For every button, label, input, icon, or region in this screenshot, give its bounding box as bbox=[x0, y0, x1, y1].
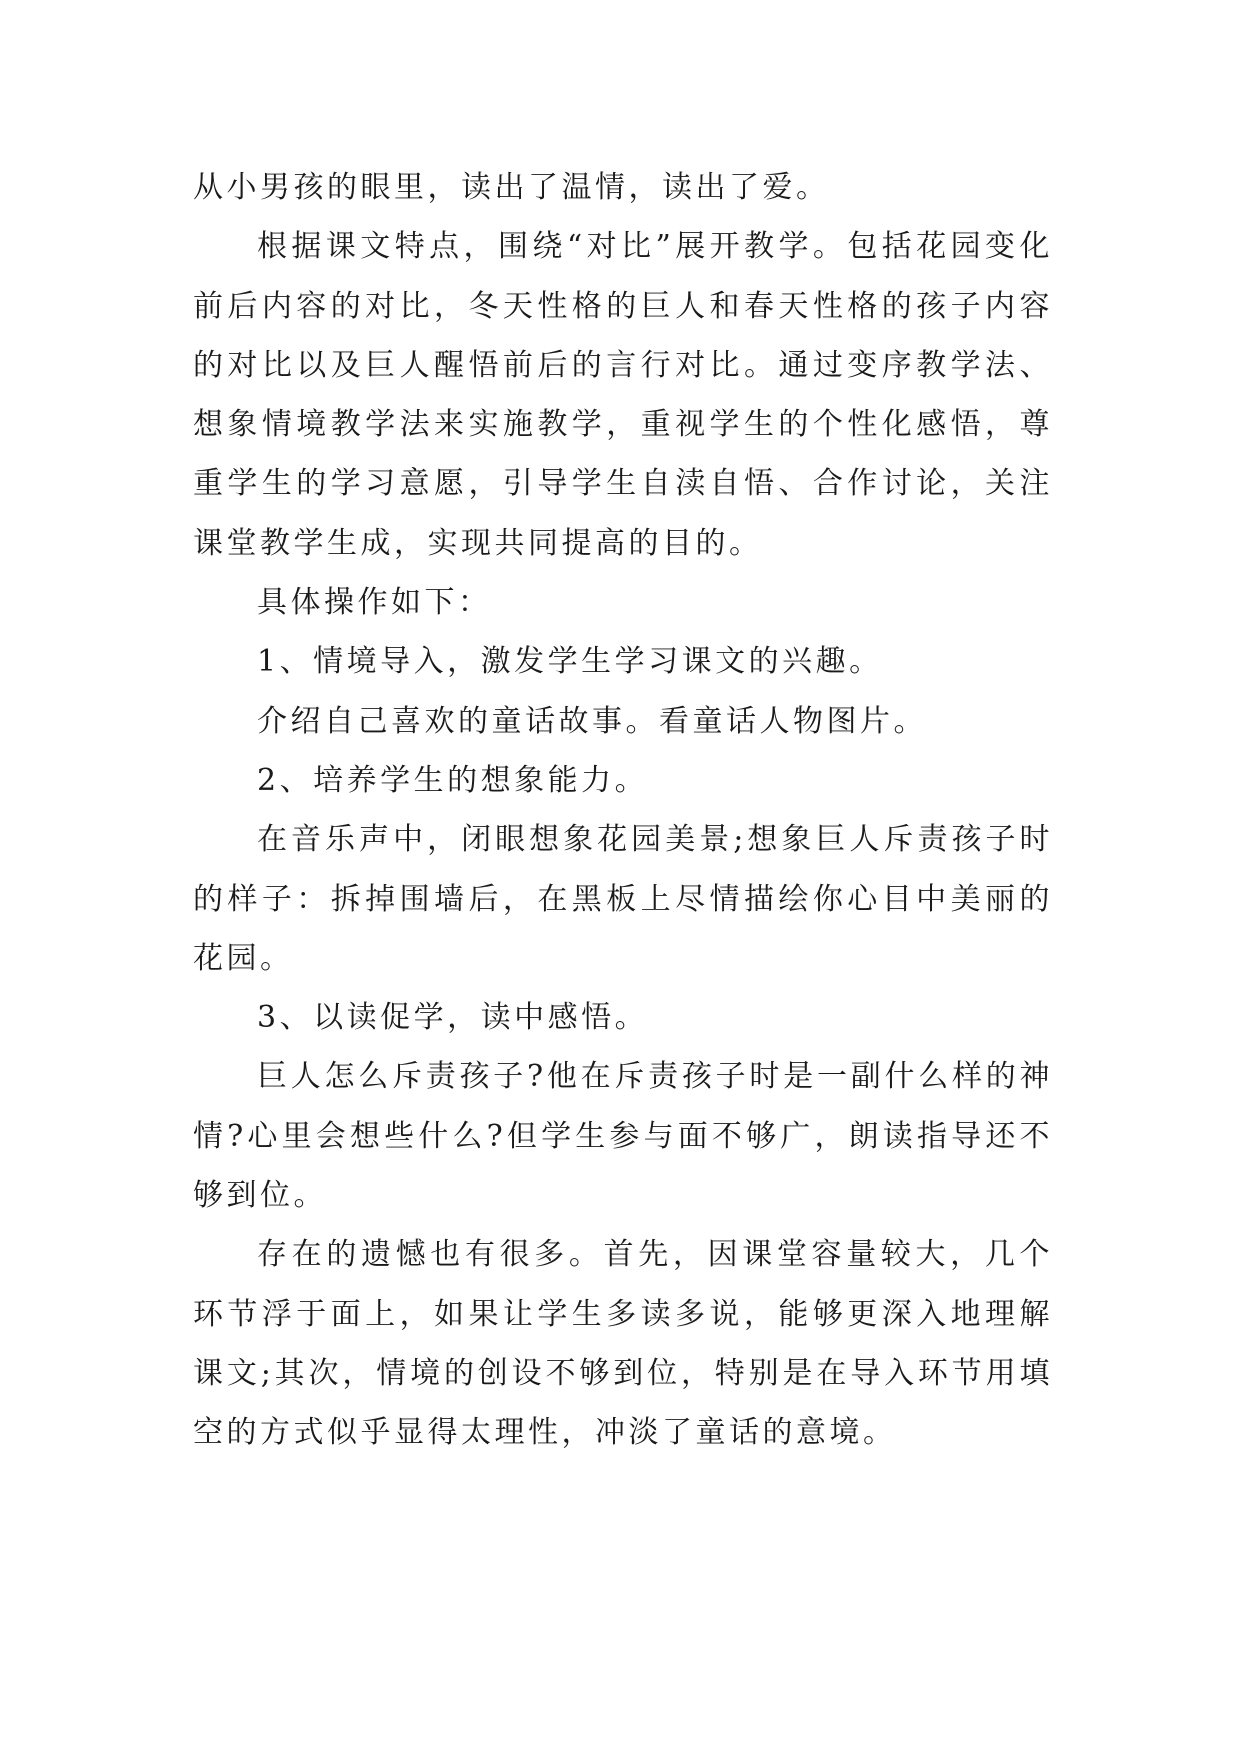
paragraph-step-2-detail: 在音乐声中，闭眼想象花园美景;想象巨人斥责孩子时的样子：拆掉围墙后，在黑板上尽情描绘你心目中美丽的花园。 bbox=[193, 822, 1053, 976]
paragraph-intro-end: 从小男孩的眼里，读出了温情，读出了爱。 bbox=[193, 170, 830, 205]
document-body bbox=[193, 158, 1053, 1463]
paragraph-regrets: 存在的遗憾也有很多。首先，因课堂容量较大，几个环节浮于面上，如果让学生多读多说，能够更深入地理解课文;其次，情境的创设不够到位，特别是在导入环节用填空的方式似乎显得太理性，冲淡了童话的意境。 bbox=[193, 1237, 1053, 1451]
paragraph-operations-heading: 具体操作如下： bbox=[257, 585, 492, 621]
paragraph-step-1: 1、情境导入，激发学生学习课文的兴趣。 bbox=[257, 644, 883, 680]
paragraph-step-2: 2、培养学生的想象能力。 bbox=[257, 762, 649, 798]
paragraph-step-1-detail: 介绍自己喜欢的童话故事。看童话人物图片。 bbox=[257, 703, 927, 739]
paragraph-step-3-detail: 巨人怎么斥责孩子?他在斥责孩子时是一副什么样的神情?心里会想些什么?但学生参与面不够广，朗读指导还不够到位。 bbox=[193, 1059, 1053, 1214]
paragraph-step-3: 3、以读促学，读中感悟。 bbox=[257, 1000, 649, 1036]
paragraph-teaching-approach: 根据课文特点，围绕“对比”展开教学。包括花园变化前后内容的对比，冬天性格的巨人和春天性格的孩子内容的对比以及巨人醒悟前后的言行对比。通过变序教学法、想象情境教学法来实施教学，重视学生的个性化感悟，尊重学生的学习意愿，引导学生自渎自悟、合作讨论，关注课堂教学生成，实现共同提高的目的。 bbox=[193, 229, 1053, 561]
